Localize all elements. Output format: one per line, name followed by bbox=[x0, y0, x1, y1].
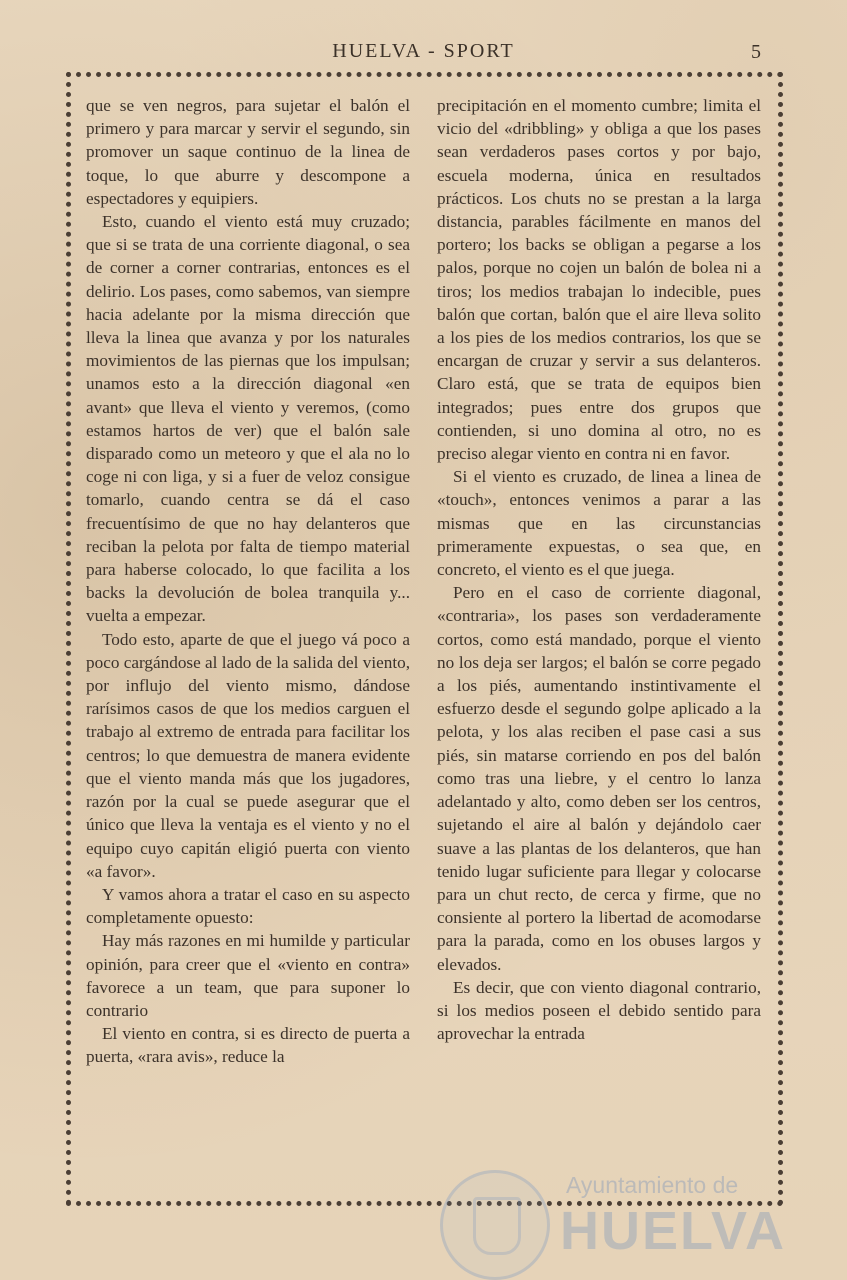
city-seal-icon bbox=[440, 1170, 550, 1280]
paragraph: El viento en contra, si es directo de puerta a puerta, «rara avis», reduce la bbox=[86, 1024, 410, 1067]
paragraph: Es decir, que con viento diagonal contrario, si los medios poseen el debido sentido para aprovechar la entrada bbox=[437, 977, 761, 1044]
paragraph: Pero en el caso de corriente diagonal, «contraria», los pases son verdaderamente cortos, como está mandado, porque el viento no los deja ser largos; el balón se corre pegado a los piés, aumentando instintivamente el esfuerzo desde el segundo golpe aplicado a la pelota, y los alas reciben el pase casi a sus piés, sin matarse corriendo en pos del balón como tras una liebre, y el centro lo lanza adelantado y alto, como deben ser los centros, sujetando el aire al balón y dejándolo caer suave a las plantas de los delanteros, que han tenido lugar suficiente para llegar y colocarse para un chut recto, de cerca y firme, que no consiente al portero la libertad de acomodarse para la parada, como en los obuses largos y elevados. bbox=[437, 583, 761, 974]
text-column-left bbox=[86, 94, 410, 1069]
paragraph: que se ven negros, para sujetar el balón el primero y para marcar y servir el segundo, sin promover un saque continuo de la linea de toque, lo que aburre y descompone a espectadores y equipiers. bbox=[86, 96, 410, 208]
page-number: 5 bbox=[751, 41, 761, 63]
watermark-line-2: HUELVA bbox=[560, 1201, 786, 1261]
paragraph: Y vamos ahora a tratar el caso en su aspecto completamente opuesto: bbox=[86, 884, 410, 928]
paragraph: Si el viento es cruzado, de linea a linea de «touch», entonces venimos a parar a las mismas que en las circunstancias primeramente expuestas, o sea que, en concreto, el viento es el que juega. bbox=[437, 467, 761, 580]
paragraph: Hay más razones en mi humilde y particular opinión, para creer que el «viento en contra» favorece a un team, que para suponer lo contrario bbox=[86, 931, 410, 1020]
archive-watermark bbox=[440, 1168, 786, 1280]
paragraph: precipitación en el momento cumbre; limita el vicio del «dribbling» y obliga a que los pases sean verdaderos pases cortos y por bajo, escuela moderna, única en resultados prácticos. Los chuts no se prestan a la larga distancia, parables fácilmente en manos del portero; los backs se obligan a pegarse a los palos, porque no cojen un balón de bolea ni a tiros; los medios trabajan lo indecible, pues balón que cortan, balón que el aire lleva solito a los pies de los medios contrarios, los que se encargan de cruzar y servir a sus delanteros. Claro está, que se trata de equipos bien integrados; pues entre dos grupos que contienden, si uno domina al otro, no es preciso alegar viento en contra ni en favor. bbox=[437, 96, 761, 464]
paragraph: Todo esto, aparte de que el juego vá poco a poco cargándose al lado de la salida del viento, por influjo del viento mismo, dándose rarísimos casos de que los medios carguen el trabajo al extremo de entrada para facilitar los centros; lo que demuestra de manera evidente que el viento manda más que los jugadores, razón por la cual se puede asegurar que el único que lleva la ventaja es el viento y no el equipo cuyo capitán eligió puerta con viento «a favor». bbox=[86, 629, 410, 881]
watermark-line-1: Ayuntamiento de bbox=[566, 1172, 739, 1198]
page-header-title: HUELVA - SPORT bbox=[332, 40, 515, 62]
text-column-right bbox=[437, 94, 761, 1045]
paragraph: Esto, cuando el viento está muy cruzado; que si se trata de una corriente diagonal, o sea de corner a corner contrarias, entonces es el delirio. Los pases, como sabemos, van siempre hacia adelante por la misma dirección que lleva la linea que avanza y por los naturales movimientos de las piernas que los impulsan; unamos esto a la dirección diagonal «en avant» que lleva el viento y veremos, (como estamos hartos de ver) que el balón sale disparado como un meteoro y que el ala no lo coge ni con liga, y si a fuer de veloz consigue tomarlo, cuando centra se dá el caso frecuentísimo de que no hay delanteros que reciban la pelota por falta de tiempo material para haberse colocado, lo que facilita a los backs la devolución de bolea tranquila y... vuelta a empezar. bbox=[86, 212, 410, 626]
